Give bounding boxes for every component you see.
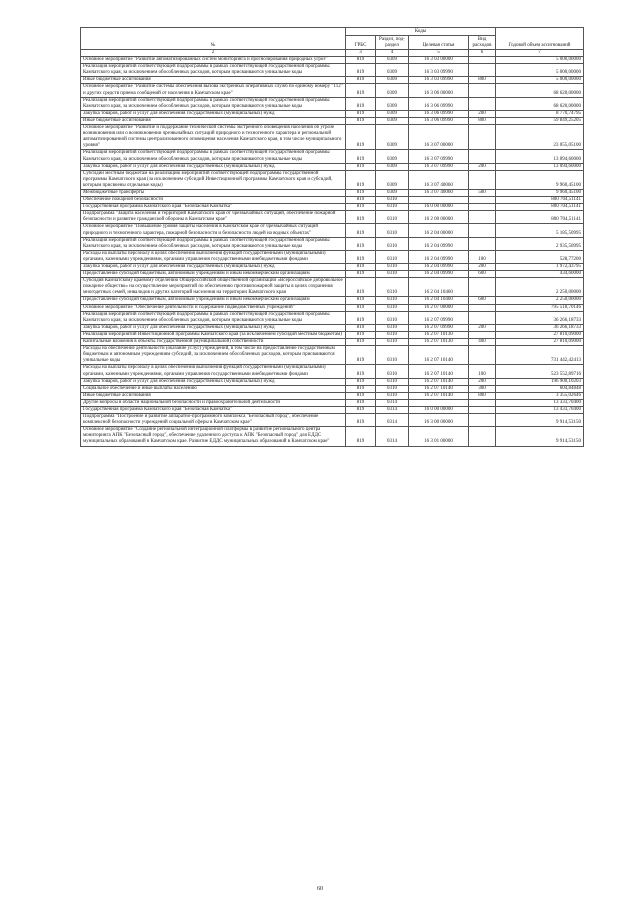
row-expense-type: 400: [469, 339, 496, 346]
row-grbs: 819: [346, 339, 376, 346]
row-amount: 5 000,00000: [496, 57, 584, 64]
row-amount: 731 442,42413: [496, 346, 584, 365]
row-expense-type: 600: [469, 271, 496, 278]
row-grbs: 819: [346, 237, 376, 250]
row-expense-type: 200: [469, 324, 496, 331]
row-grbs: 819: [346, 271, 376, 278]
table-row: [81, 278, 584, 297]
row-amount: 5 000,00000: [496, 77, 584, 84]
row-grbs: 819: [346, 163, 376, 170]
table-row: [81, 125, 584, 150]
row-expense-type: [469, 406, 496, 413]
row-grbs: 819: [346, 324, 376, 331]
row-amount: 1 972,43795: [496, 264, 584, 271]
table-row: [81, 64, 584, 77]
index-cell: 5: [409, 50, 469, 57]
row-amount: 27 810,09000: [496, 331, 584, 338]
row-amount: 5 000,00000: [496, 64, 584, 77]
row-target: 16 2 00 00000: [409, 211, 469, 224]
row-name: Подпрограмма "Построение и развитие аппаратно-программного комплекса "Безопасный город", обеспечение комплексной безопасности учреждений социальной сферы в Камчатском крае": [81, 414, 346, 427]
row-target: 16 3 07 00000: [409, 125, 469, 150]
row-amount: 9 914,53150: [496, 414, 584, 427]
table-row: [81, 197, 584, 204]
row-grbs: 819: [346, 224, 376, 237]
row-amount: 2 250,00000: [496, 297, 584, 304]
row-amount: 9 960,45100: [496, 170, 584, 189]
row-target: 16 0 00 00000: [409, 406, 469, 413]
row-target: 16 2 07 10130: [409, 331, 469, 338]
row-name: Основное мероприятие "Повышение уровня защиты населения в Камчатском крае от чрезвычайных ситуаций природного и техногенного характера, пожарной безопасности и безопасности людей на водных объектах": [81, 224, 346, 237]
row-target: 16 3 00 00000: [409, 414, 469, 427]
row-amount: 13 094,60000: [496, 150, 584, 163]
row-name: Реализация мероприятий соответствующей подпрограммы в рамках соответствующей государственной программы Камчатского края, за исключением обособленных расходов, которым присваиваются уникальные коды: [81, 97, 346, 110]
row-section: 0310: [376, 297, 409, 304]
table-row: [81, 77, 584, 84]
row-expense-type: 200: [469, 264, 496, 271]
row-section: 0309: [376, 170, 409, 189]
row-amount: 523 552,89716: [496, 365, 584, 378]
row-section: 0310: [376, 224, 409, 237]
row-name: Закупка товаров, работ и услуг для обеспечения государственных (муниципальных) нужд: [81, 264, 346, 271]
row-section: 0309: [376, 125, 409, 150]
row-name: Иные бюджетные ассигнования: [81, 392, 346, 399]
row-grbs: 819: [346, 117, 376, 124]
table-row: [81, 365, 584, 378]
row-expense-type: 300: [469, 385, 496, 392]
row-amount: 36 266,18733: [496, 324, 584, 331]
row-expense-type: [469, 414, 496, 427]
row-expense-type: [469, 237, 496, 250]
row-amount: 2 935,50995: [496, 237, 584, 250]
row-amount: 800 704,51141: [496, 204, 584, 211]
row-name: Основное мероприятие "Развитие системы обеспечения вызова экстренных оперативных служб по единому номеру "112" и других средств приема сообщений от населения в Камчатском крае": [81, 84, 346, 97]
row-grbs: 819: [346, 250, 376, 263]
table-row: [81, 339, 584, 346]
row-expense-type: [469, 278, 496, 297]
row-section: 0310: [376, 392, 409, 399]
row-name: Реализация мероприятий соответствующей подпрограммы в рамках соответствующей государственной программы Камчатского края, за исключением обособленных расходов, которым присваиваются уникальные коды: [81, 311, 346, 324]
row-section: 0310: [376, 304, 409, 311]
table-row: [81, 297, 584, 304]
row-section: 0309: [376, 64, 409, 77]
row-grbs: 819: [346, 264, 376, 271]
row-target: 16 2 07 09990: [409, 311, 469, 324]
row-grbs: 819: [346, 150, 376, 163]
row-target: 16 2 07 10140: [409, 378, 469, 385]
table-row: [81, 57, 584, 64]
row-expense-type: 100: [469, 365, 496, 378]
row-name: Закупка товаров, работ и услуг для обеспечения государственных (муниципальных) нужд: [81, 324, 346, 331]
row-section: 0310: [376, 324, 409, 331]
row-name: Межбюджетные трансферты: [81, 189, 346, 196]
table-row: [81, 170, 584, 189]
row-amount: 800 704,51141: [496, 211, 584, 224]
row-expense-type: 800: [469, 77, 496, 84]
row-section: 0309: [376, 57, 409, 64]
row-name: Реализация мероприятий соответствующей подпрограммы в рамках соответствующей государственной программы Камчатского края, за исключением обособленных расходов, которым присваиваются уникальные коды: [81, 64, 346, 77]
row-grbs: 819: [346, 392, 376, 399]
row-name: Предоставление субсидий бюджетным, автономным учреждениям и иным некоммерческим организациям: [81, 297, 346, 304]
row-expense-type: [469, 346, 496, 365]
row-name: Основное мероприятие "Развитие автоматизированных систем мониторинга и прогнозирования природных угроз": [81, 57, 346, 64]
row-section: 0314: [376, 414, 409, 427]
row-expense-type: [469, 427, 496, 446]
table-row: [81, 331, 584, 338]
row-target: 16 2 07 10140: [409, 392, 469, 399]
row-grbs: 819: [346, 110, 376, 117]
row-expense-type: [469, 211, 496, 224]
row-amount: 23 055,05100: [496, 125, 584, 150]
header-grbs: ГРБС: [346, 36, 376, 50]
table-row: [81, 346, 584, 365]
table-row: [81, 224, 584, 237]
index-cell: 6: [469, 50, 496, 57]
row-name: Основное мероприятие "Развитие и поддержание технической системы экстренного оповещения населения об угрозе возникновения или о возникновении чрезвычайных ситуаций природного и техногенного характера и региональной автоматизированной системы централизованного оповещения населения Камчатского края, в том числе муниципального уровня": [81, 125, 346, 150]
row-grbs: 819: [346, 125, 376, 150]
table-row: [81, 204, 584, 211]
row-amount: 434,60000: [496, 271, 584, 278]
row-expense-type: 200: [469, 110, 496, 117]
row-section: 0310: [376, 278, 409, 297]
row-grbs: 819: [346, 57, 376, 64]
table-row: [81, 84, 584, 97]
table-row: [81, 311, 584, 324]
row-expense-type: [469, 331, 496, 338]
table-row: [81, 117, 584, 124]
row-grbs: 819: [346, 365, 376, 378]
row-section: 0309: [376, 117, 409, 124]
row-grbs: 819: [346, 427, 376, 446]
budget-table: [80, 27, 584, 447]
row-section: 0310: [376, 237, 409, 250]
row-expense-type: 800: [469, 117, 496, 124]
row-target: 16 3 06 09990: [409, 97, 469, 110]
row-expense-type: [469, 125, 496, 150]
row-name: Расходы на обеспечение деятельности (оказание услуг) учреждений, в том числе на предоставление государственным бюджетным и автономным учреждениям субсидий, за исключением обособленных расходов, которым присваиваются уникальные коды: [81, 346, 346, 365]
row-grbs: 819: [346, 64, 376, 77]
row-target: [409, 399, 469, 406]
row-expense-type: [469, 204, 496, 211]
table-row: [81, 378, 584, 385]
row-name: Социальное обеспечение и иные выплаты населению: [81, 385, 346, 392]
index-cell: 4: [376, 50, 409, 57]
row-expense-type: [469, 97, 496, 110]
row-grbs: 819: [346, 311, 376, 324]
row-section: 0314: [376, 399, 409, 406]
row-amount: 3 355,02646: [496, 392, 584, 399]
row-expense-type: [469, 170, 496, 189]
row-section: 0309: [376, 163, 409, 170]
row-target: 16 2 07 10140: [409, 385, 469, 392]
table-row: [81, 250, 584, 263]
header-total: Годовой объем ассигнований: [496, 28, 584, 50]
row-amount: 36 266,18733: [496, 311, 584, 324]
index-cell: 3: [346, 50, 376, 57]
table-row: [81, 392, 584, 399]
header-section: Раздел, под-раздел: [376, 36, 409, 50]
row-amount: 13 433,70400: [496, 406, 584, 413]
row-name: Реализация мероприятий соответствующей подпрограммы в рамках соответствующей государственной программы Камчатского края, за исключением обособленных расходов, которым присваиваются уникальные коды: [81, 237, 346, 250]
row-name: Субсидии местным бюджетам на реализацию мероприятий соответствующей подпрограммы государственной программы Камчатского края (за исключением субсидий Инвестиционной программы Камчатского края и субсидий, которым присвоены отдельные коды): [81, 170, 346, 189]
row-target: 16 2 07 10140: [409, 365, 469, 378]
row-section: 0310: [376, 331, 409, 338]
row-target: 16 3 07 09990: [409, 150, 469, 163]
row-target: 16 3 03 09990: [409, 77, 469, 84]
row-grbs: 819: [346, 204, 376, 211]
row-section: 0310: [376, 339, 409, 346]
row-section: 0309: [376, 110, 409, 117]
row-amount: 795 518,70146: [496, 304, 584, 311]
row-section: 0310: [376, 197, 409, 204]
page-number: 60: [317, 886, 323, 892]
row-section: 0309: [376, 77, 409, 84]
row-target: 16 3 07 40060: [409, 189, 469, 196]
row-target: 16 3 06 09990: [409, 117, 469, 124]
row-target: 16 2 04 10460: [409, 278, 469, 297]
row-grbs: 819: [346, 170, 376, 189]
table-row: [81, 237, 584, 250]
row-section: 0309: [376, 150, 409, 163]
row-amount: 27 810,09000: [496, 339, 584, 346]
row-target: [409, 197, 469, 204]
row-amount: 9 914,53150: [496, 427, 584, 446]
table-row: [81, 385, 584, 392]
row-name: Подпрограмма "Защита населения и территорий Камчатского края от чрезвычайных ситуаций, обеспечение пожарной безопасности и развитие гражданской обороны в Камчатском крае": [81, 211, 346, 224]
row-grbs: 819: [346, 399, 376, 406]
row-grbs: 819: [346, 84, 376, 97]
row-amount: 9 960,45100: [496, 189, 584, 196]
row-section: 0309: [376, 97, 409, 110]
row-target: 16 2 04 09990: [409, 250, 469, 263]
table-row: [81, 211, 584, 224]
row-section: 0310: [376, 211, 409, 224]
row-target: 16 2 04 09990: [409, 271, 469, 278]
row-grbs: 819: [346, 406, 376, 413]
row-section: 0309: [376, 189, 409, 196]
row-target: 16 3 07 40060: [409, 170, 469, 189]
row-amount: 13 333,70400: [496, 399, 584, 406]
row-section: 0310: [376, 346, 409, 365]
row-expense-type: [469, 84, 496, 97]
row-section: 0310: [376, 264, 409, 271]
row-section: 0310: [376, 378, 409, 385]
row-name: Иные бюджетные ассигнования: [81, 117, 346, 124]
row-target: 16 2 04 09990: [409, 237, 469, 250]
table-row: [81, 399, 584, 406]
row-target: 16 2 07 00000: [409, 304, 469, 311]
row-amount: 13 094,60000: [496, 163, 584, 170]
row-grbs: 819: [346, 378, 376, 385]
row-expense-type: 100: [469, 250, 496, 263]
row-grbs: 819: [346, 211, 376, 224]
row-amount: 8 770,74795: [496, 110, 584, 117]
table-row: [81, 97, 584, 110]
table-row: [81, 271, 584, 278]
row-grbs: 819: [346, 197, 376, 204]
row-section: 0310: [376, 204, 409, 211]
row-amount: 68 620,00000: [496, 84, 584, 97]
row-name: Обеспечение пожарной безопасности: [81, 197, 346, 204]
row-amount: 528,77200: [496, 250, 584, 263]
row-grbs: 819: [346, 297, 376, 304]
row-section: 0310: [376, 250, 409, 263]
row-target: 16 3 03 09990: [409, 64, 469, 77]
table-body: [81, 57, 584, 446]
header-target: Целевая статья: [409, 36, 469, 50]
row-grbs: 819: [346, 278, 376, 297]
header-expense-type: Вид расходов: [469, 36, 496, 50]
table-row: [81, 414, 584, 427]
row-section: 0314: [376, 427, 409, 446]
table-row: [81, 427, 584, 446]
table-row: [81, 304, 584, 311]
row-target: 16 2 04 09990: [409, 264, 469, 271]
row-expense-type: [469, 304, 496, 311]
row-amount: 59 849,25205: [496, 117, 584, 124]
row-name: Закупка товаров, работ и услуг для обеспечения государственных (муниципальных) нужд: [81, 163, 346, 170]
row-amount: 2 250,00000: [496, 278, 584, 297]
row-name: Государственная программа Камчатского края "Безопасная Камчатка": [81, 406, 346, 413]
row-section: 0310: [376, 365, 409, 378]
row-expense-type: [469, 150, 496, 163]
table-header: [81, 28, 584, 57]
row-expense-type: 200: [469, 378, 496, 385]
row-expense-type: 600: [469, 297, 496, 304]
row-expense-type: [469, 57, 496, 64]
row-target: 16 2 07 10130: [409, 339, 469, 346]
table-row: [81, 406, 584, 413]
row-expense-type: [469, 311, 496, 324]
row-name: Реализация мероприятий соответствующей подпрограммы в рамках соответствующей государственной программы Камчатского края, за исключением обособленных расходов, которым присваиваются уникальные коды: [81, 150, 346, 163]
row-target: 16 2 07 10140: [409, 346, 469, 365]
row-name: Иные бюджетные ассигнования: [81, 77, 346, 84]
row-target: 16 0 00 00000: [409, 204, 469, 211]
row-name: Субсидия Камчатскому краевому отделению Общероссийской общественной организации «Всероссийское добровольное пожарное общество» на осуществление мероприятий по обеспечению противопожарной защиты в целях сохранения многодетных семей, инвалидов и других категорий населения на территории Камчатского края: [81, 278, 346, 297]
row-grbs: 819: [346, 77, 376, 84]
table-row: [81, 150, 584, 163]
table-row: [81, 324, 584, 331]
table-row: [81, 163, 584, 170]
row-target: 16 2 04 00000: [409, 224, 469, 237]
row-expense-type: 500: [469, 189, 496, 196]
row-name: Реализация мероприятий Инвестиционной программы Камчатского края (за исключением субсидий местным бюджетам): [81, 331, 346, 338]
row-section: 0310: [376, 271, 409, 278]
row-target: 16 2 07 09990: [409, 324, 469, 331]
row-amount: 800 704,51141: [496, 197, 584, 204]
row-section: 0309: [376, 84, 409, 97]
table-row: [81, 189, 584, 196]
row-section: 0310: [376, 311, 409, 324]
row-target: 16 3 06 09990: [409, 110, 469, 117]
row-section: 0314: [376, 406, 409, 413]
row-name: Расходы на выплаты персоналу в целях обеспечения выполнения функций государственными (муниципальными) органами, казенными учреждениями, органами управления государственными внебюджетными фондами: [81, 365, 346, 378]
row-expense-type: [469, 399, 496, 406]
row-amount: 604,84848: [496, 385, 584, 392]
row-amount: 5 185,50995: [496, 224, 584, 237]
row-amount: 68 620,00000: [496, 97, 584, 110]
table-row: [81, 264, 584, 271]
row-grbs: 819: [346, 97, 376, 110]
index-cell: 2: [81, 50, 346, 57]
row-target: 16 3 07 09990: [409, 163, 469, 170]
row-name: Закупка товаров, работ и услуг для обеспечения государственных (муниципальных) нужд: [81, 110, 346, 117]
row-name: Основное мероприятие "Обеспечение деятельности и содержание подведомственных учреждений": [81, 304, 346, 311]
row-grbs: 819: [346, 385, 376, 392]
header-codes: Коды: [346, 28, 496, 36]
table-row: [81, 110, 584, 117]
row-target: 16 3 01 00000: [409, 427, 469, 446]
row-grbs: 819: [346, 346, 376, 365]
row-name: Капитальные вложения в объекты государственной (муниципальной) собственности: [81, 339, 346, 346]
row-name: Государственная программа Камчатского края "Безопасная Камчатка": [81, 204, 346, 211]
row-name: Закупка товаров, работ и услуг для обеспечения государственных (муниципальных) нужд: [81, 378, 346, 385]
row-expense-type: 200: [469, 163, 496, 170]
header-no: №: [81, 28, 346, 50]
row-grbs: 819: [346, 189, 376, 196]
row-target: 16 3 03 00000: [409, 57, 469, 64]
index-cell: 7: [496, 50, 584, 57]
row-name: Расходы на выплаты персоналу в целях обеспечения выполнения функций государственными (муниципальными) органами, казенными учреждениями, органами управления государственными внебюджетными фондами: [81, 250, 346, 263]
row-name: Основное мероприятие "Создание региональной интеграционной платформы в развитие регионального центра мониторинга АПК "Безопасный город", обеспечение удаленного доступа к АПК "Безопасный город" для ЕДДС муниципальных образований в Камчатском крае. Развитие ЕДДС муниципальных образований в Камчатском крае": [81, 427, 346, 446]
row-grbs: 819: [346, 331, 376, 338]
row-name: Другие вопросы в области национальной безопасности и правоохранительной деятельности: [81, 399, 346, 406]
row-expense-type: [469, 197, 496, 204]
row-expense-type: 800: [469, 392, 496, 399]
row-grbs: 819: [346, 414, 376, 427]
row-section: 0310: [376, 385, 409, 392]
row-target: 16 2 04 10460: [409, 297, 469, 304]
row-grbs: 819: [346, 304, 376, 311]
row-target: 16 3 06 00000: [409, 84, 469, 97]
row-name: Предоставление субсидий бюджетным, автономным учреждениям и иным некоммерческим организациям: [81, 271, 346, 278]
row-expense-type: [469, 224, 496, 237]
row-expense-type: [469, 64, 496, 77]
row-amount: 196 900,10203: [496, 378, 584, 385]
